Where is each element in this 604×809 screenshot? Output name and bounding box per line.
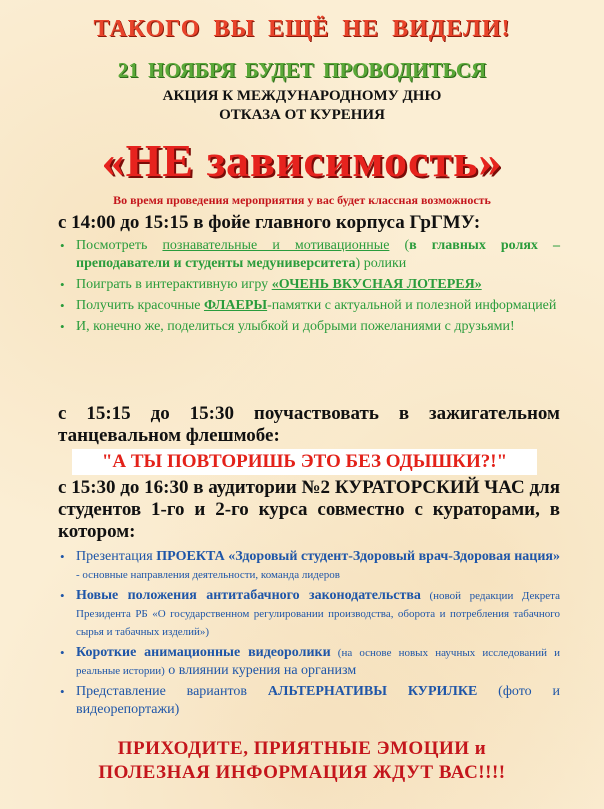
campaign-name: «НЕ зависимость» — [101, 135, 503, 186]
closing-line-1: ПРИХОДИТЕ, ПРИЯТНЫЕ ЭМОЦИИ и — [117, 738, 487, 759]
poster-title: ТАКОГО ВЫ ЕЩЁ НЕ ВИДЕЛИ! — [93, 16, 511, 42]
bullet-icon: • — [60, 238, 65, 253]
section1-list — [58, 237, 560, 339]
bullet-icon: • — [60, 645, 65, 660]
list-item: • Посмотреть познавательные и мотивационные (в главных ролях – преподаватели и студенты медуниверситета) ролики — [60, 238, 560, 271]
bullet-icon: • — [60, 549, 65, 564]
list-item: • Поиграть в интерактивную игру «ОЧЕНЬ ВКУСНАЯ ЛОТЕРЕЯ» — [60, 277, 482, 292]
section1-heading: с 14:00 до 15:15 в фойе главного корпуса ГрГМУ: — [58, 212, 481, 233]
list-item: • Новые положения антитабачного законодательства (новой редакции Декрета Президента РБ «О государственном регулировании производства, оборота и потребления табачного сырья и табачных изделий») — [60, 588, 560, 638]
list-item: • И, конечно же, поделиться улыбкой и добрыми пожеланиями с друзьями! — [60, 319, 515, 334]
bullet-icon: • — [60, 684, 65, 699]
bullet-icon: • — [60, 298, 65, 313]
intro-text: Во время проведения мероприятия у вас будет классная возможность — [113, 193, 491, 207]
closing-line-2: ПОЛЕЗНАЯ ИНФОРМАЦИЯ ЖДУТ ВАС!!!! — [98, 762, 506, 783]
subtitle-line-2: ОТКАЗА ОТ КУРЕНИЯ — [219, 107, 385, 123]
section3-heading: с 15:30 до 16:30 в аудитории №2 КУРАТОРСКИЙ ЧАС для студентов 1-го и 2-го курса совместно с кураторами, в котором: — [58, 477, 560, 542]
event-date: 21 НОЯБРЯ БУДЕТ ПРОВОДИТЬСЯ — [117, 58, 487, 82]
bullet-icon: • — [60, 319, 65, 334]
list-item: • Презентация ПРОЕКТА «Здоровый студент-Здоровый врач-Здоровая нация» - основные направления деятельности, команда лидеров — [60, 549, 560, 581]
list-item: • Короткие анимационные видеоролики (на основе новых научных исследований и реальные истории) о влиянии курения на организм — [60, 645, 561, 678]
bullet-icon: • — [60, 277, 65, 292]
list-item: • Представление вариантов АЛЬТЕРНАТИВЫ КУРИЛКЕ (фото и видеорепортажи) — [60, 684, 561, 717]
list-item: • Получить красочные ФЛАЕРЫ-памятки с актуальной и полезной информацией — [60, 298, 557, 313]
flashmob-title: "А ТЫ ПОВТОРИШЬ ЭТО БЕЗ ОДЫШКИ?!" — [72, 449, 537, 475]
bullet-icon: • — [60, 588, 65, 603]
subtitle-line-1: АКЦИЯ К МЕЖДУНАРОДНОМУ ДНЮ — [162, 88, 442, 104]
section2-heading: с 15:15 до 15:30 поучаствовать в зажигательном танцевальном флешмобе: — [58, 403, 560, 446]
section3-list — [58, 548, 560, 722]
